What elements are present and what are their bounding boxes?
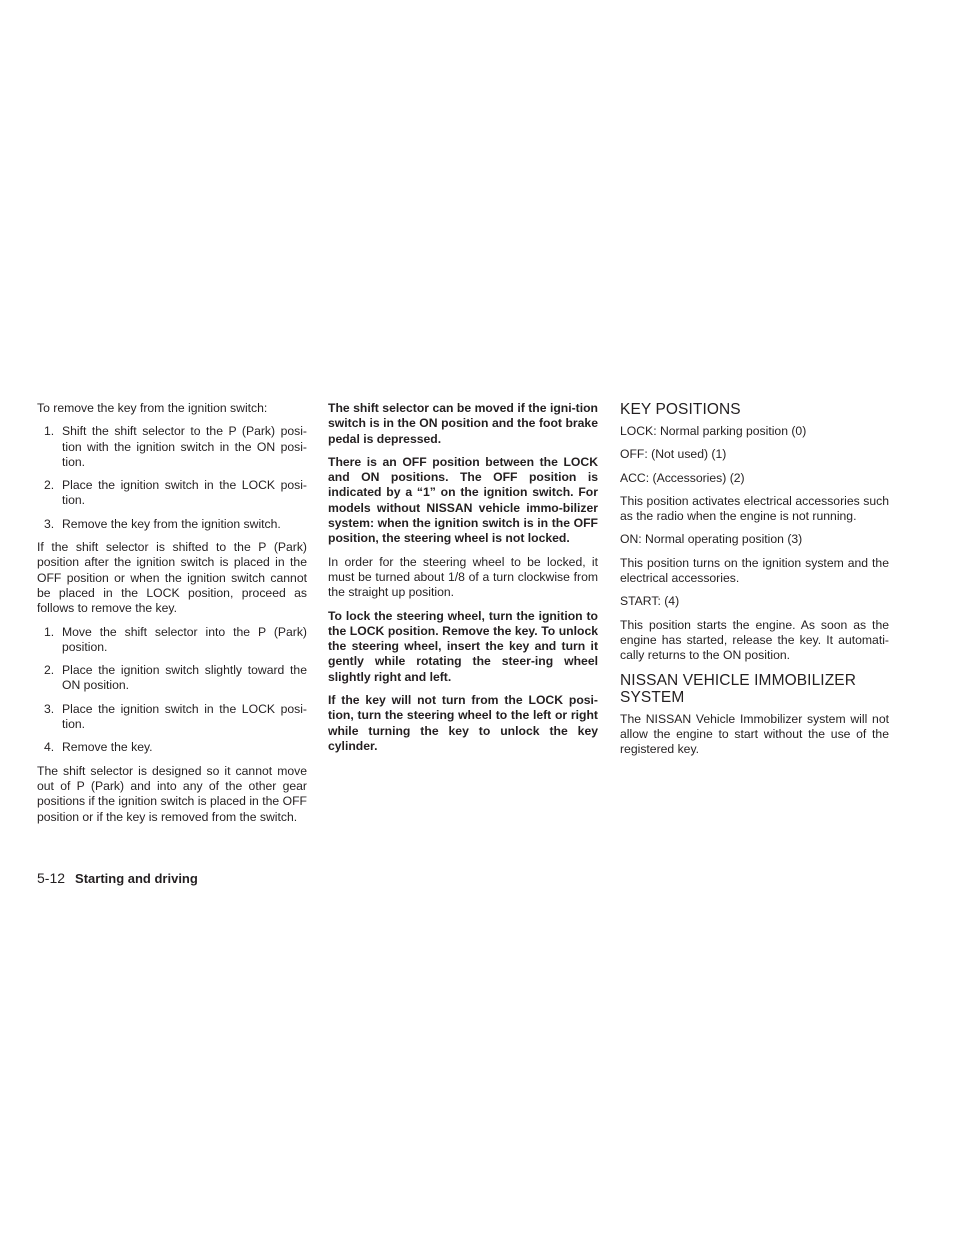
section-title: Starting and driving xyxy=(75,871,198,886)
remove-key-steps xyxy=(37,424,307,532)
immobilizer-heading: NISSAN VEHICLE IMMOBILIZER SYSTEM xyxy=(620,671,857,706)
page-footer xyxy=(37,870,198,887)
on-position: ON: Normal operating position (3) xyxy=(620,532,803,547)
key-positions-heading: KEY POSITIONS xyxy=(620,401,741,418)
park-paragraph: If the shift selector is shifted to the P (Park) position after the ignition switch is placed in the OFF position or when the ignition switch cannot be placed in the LOCK position, proceed as follows to remove the key. xyxy=(37,540,307,616)
off-position: OFF: (Not used) (1) xyxy=(620,447,727,462)
step-text: Place the ignition switch in the LOCK posi-tion. xyxy=(62,701,307,732)
step-text: Shift the shift selector to the P (Park) posi-tion with the ignition switch in the ON posi-tion. xyxy=(62,424,307,469)
list-item xyxy=(37,740,307,755)
immobilizer-description: The NISSAN Vehicle Immobilizer system will not allow the engine to start without the use of the registered key. xyxy=(620,711,889,757)
steering-lock-paragraph: In order for the steering wheel to be locked, it must be turned about 1/8 of a turn clockwise from the straight up position. xyxy=(328,554,598,600)
shift-selector-note: The shift selector can be moved if the igni-tion switch is in the ON position and the foot brake pedal is depressed. xyxy=(328,401,598,446)
list-item xyxy=(37,702,307,733)
step-text: Remove the key. xyxy=(62,740,153,755)
left-column xyxy=(37,401,307,833)
step-number: 3. xyxy=(44,516,55,531)
lock-steering-note: To lock the steering wheel, turn the ignition to the LOCK position. Remove the key. To unlock the steering wheel, insert the key and turn it gently while rotating the steer-ing wheel slightly right and left. xyxy=(328,608,598,684)
step-number: 1. xyxy=(44,624,55,639)
step-number: 2. xyxy=(44,663,55,678)
alternate-steps xyxy=(37,625,307,756)
step-text: Place the ignition switch slightly toward the ON position. xyxy=(62,663,307,693)
intro-text: To remove the key from the ignition switch: xyxy=(37,401,268,415)
step-number: 4. xyxy=(44,740,55,755)
step-text: Remove the key from the ignition switch. xyxy=(62,516,281,531)
start-description: This position starts the engine. As soon as the engine has started, release the key. It automati-cally returns to the ON position. xyxy=(620,617,889,663)
step-number: 3. xyxy=(44,701,55,716)
key-will-not-turn-note: If the key will not turn from the LOCK posi-tion, turn the steering wheel to the left or right while turning the key to unlock the key cylinder. xyxy=(328,693,598,753)
off-position-note: There is an OFF position between the LOCK and ON positions. The OFF position is indicated by a “1” on the ignition switch. For models without NISSAN vehicle immo-bilizer system: when the ignition switch is in the OFF position, the steering wheel is not locked. xyxy=(328,454,598,546)
list-item xyxy=(37,478,307,509)
step-text: Place the ignition switch in the LOCK posi-tion. xyxy=(62,478,307,508)
list-item xyxy=(37,517,307,532)
acc-description: This position activates electrical accessories such as the radio when the engine is not running. xyxy=(620,493,889,524)
middle-column xyxy=(328,401,598,762)
page-number: 5-12 xyxy=(37,870,66,886)
start-position: START: (4) xyxy=(620,594,680,609)
right-column xyxy=(620,401,889,765)
list-item xyxy=(37,625,307,656)
shift-selector-paragraph: The shift selector is designed so it cannot move out of P (Park) and into any of the other gear positions if the ignition switch is placed in the OFF position or if the key is removed from the switch. xyxy=(37,763,307,824)
list-item xyxy=(37,424,307,470)
lock-position: LOCK: Normal parking position (0) xyxy=(620,424,807,438)
step-number: 1. xyxy=(44,424,55,439)
on-description: This position turns on the ignition system and the electrical accessories. xyxy=(620,555,889,586)
step-number: 2. xyxy=(44,478,55,493)
list-item xyxy=(37,663,307,694)
acc-position: ACC: (Accessories) (2) xyxy=(620,470,745,485)
step-text: Move the shift selector into the P (Park) position. xyxy=(62,624,307,654)
